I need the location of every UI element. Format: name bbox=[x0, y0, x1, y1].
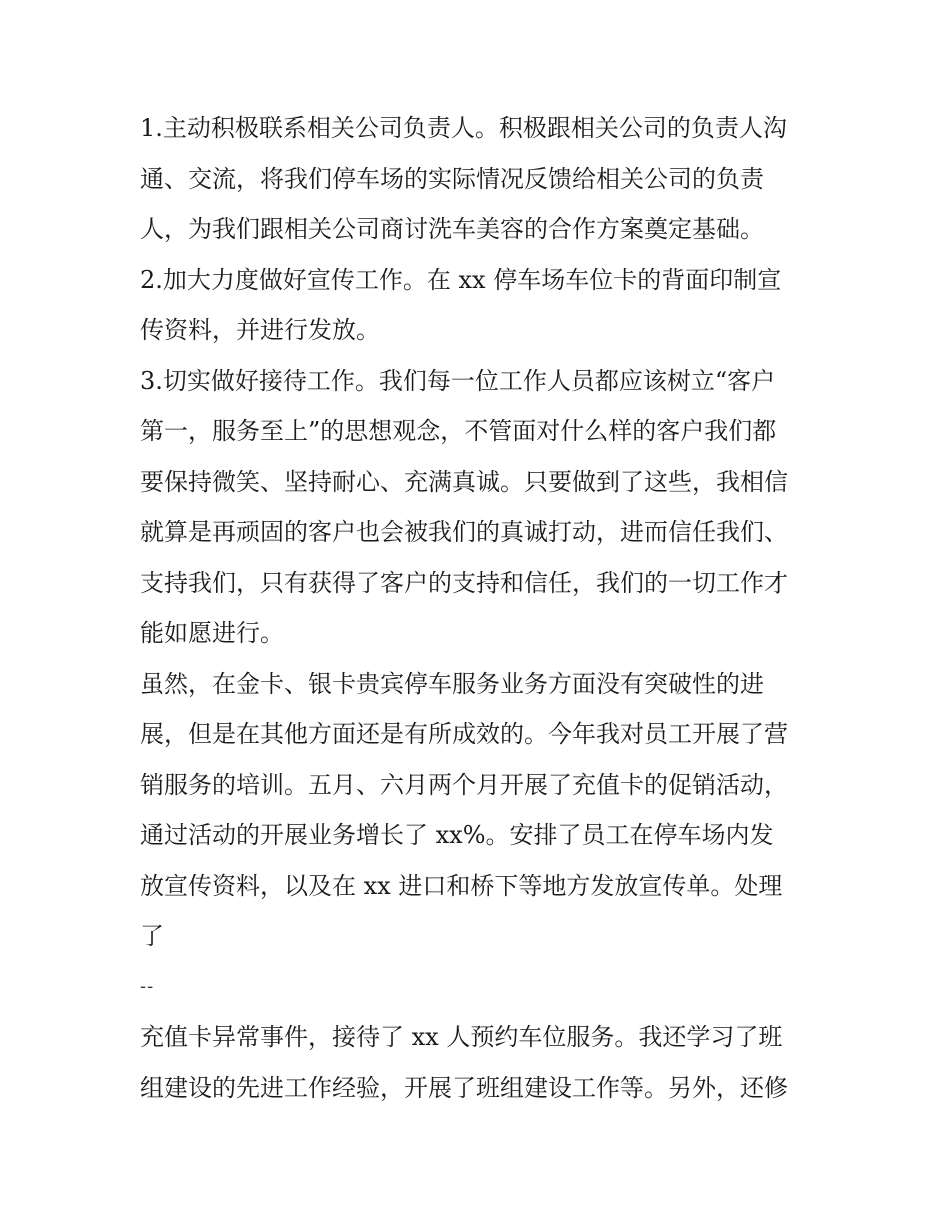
text-line: 充值卡异常事件，接待了 xx 人预约车位服务。我还学习了班 bbox=[140, 1023, 783, 1051]
text-line: 放宣传资料，以及在 xx 进口和桥下等地方发放宣传单。处理 bbox=[140, 871, 783, 900]
text-line: 销服务的培训。五月、六月两个月开展了充值卡的促销活动， bbox=[140, 770, 788, 799]
text-line: 要保持微笑、坚持耐心、充满真诚。只要做到了这些，我相信 bbox=[140, 467, 788, 496]
text-line: 虽然，在金卡、银卡贵宾停车服务业务方面没有突破性的进 bbox=[140, 669, 764, 698]
text-line: 传资料，并进行发放。 bbox=[140, 316, 380, 344]
text-line: 2.加大力度做好宣传工作。在 xx 停车场车位卡的背面印制宣 bbox=[140, 265, 782, 294]
text-line: 展，但是在其他方面还是有所成效的。今年我对员工开展了营 bbox=[140, 720, 788, 748]
text-line: 人，为我们跟相关公司商讨洗车美容的合作方案奠定基础。 bbox=[140, 215, 764, 243]
text-line: 能如愿进行。 bbox=[140, 619, 284, 647]
text-line: 第一，服务至上”的思想观念，不管面对什么样的客户我们都 bbox=[140, 417, 777, 445]
text-line: 通过活动的开展业务增长了 xx%。安排了员工在停车场内发 bbox=[140, 821, 774, 849]
text-line: 3.切实做好接待工作。我们每一位工作人员都应该树立“客户 bbox=[140, 366, 776, 395]
page-break-separator: -- bbox=[140, 975, 155, 997]
text-line: 支持我们，只有获得了客户的支持和信任，我们的一切工作才 bbox=[140, 568, 788, 597]
text-line: 组建设的先进工作经验，开展了班组建设工作等。另外，还修 bbox=[140, 1073, 788, 1102]
document-body bbox=[140, 103, 830, 1113]
text-line: 就算是再顽固的客户也会被我们的真诚打动，进而信任我们、 bbox=[140, 518, 788, 546]
text-line: 了 bbox=[140, 922, 164, 950]
text-line: 通、交流，将我们停车场的实际情况反馈给相关公司的负责 bbox=[140, 164, 764, 193]
text-line: 1.主动积极联系相关公司负责人。积极跟相关公司的负责人沟 bbox=[140, 114, 787, 142]
